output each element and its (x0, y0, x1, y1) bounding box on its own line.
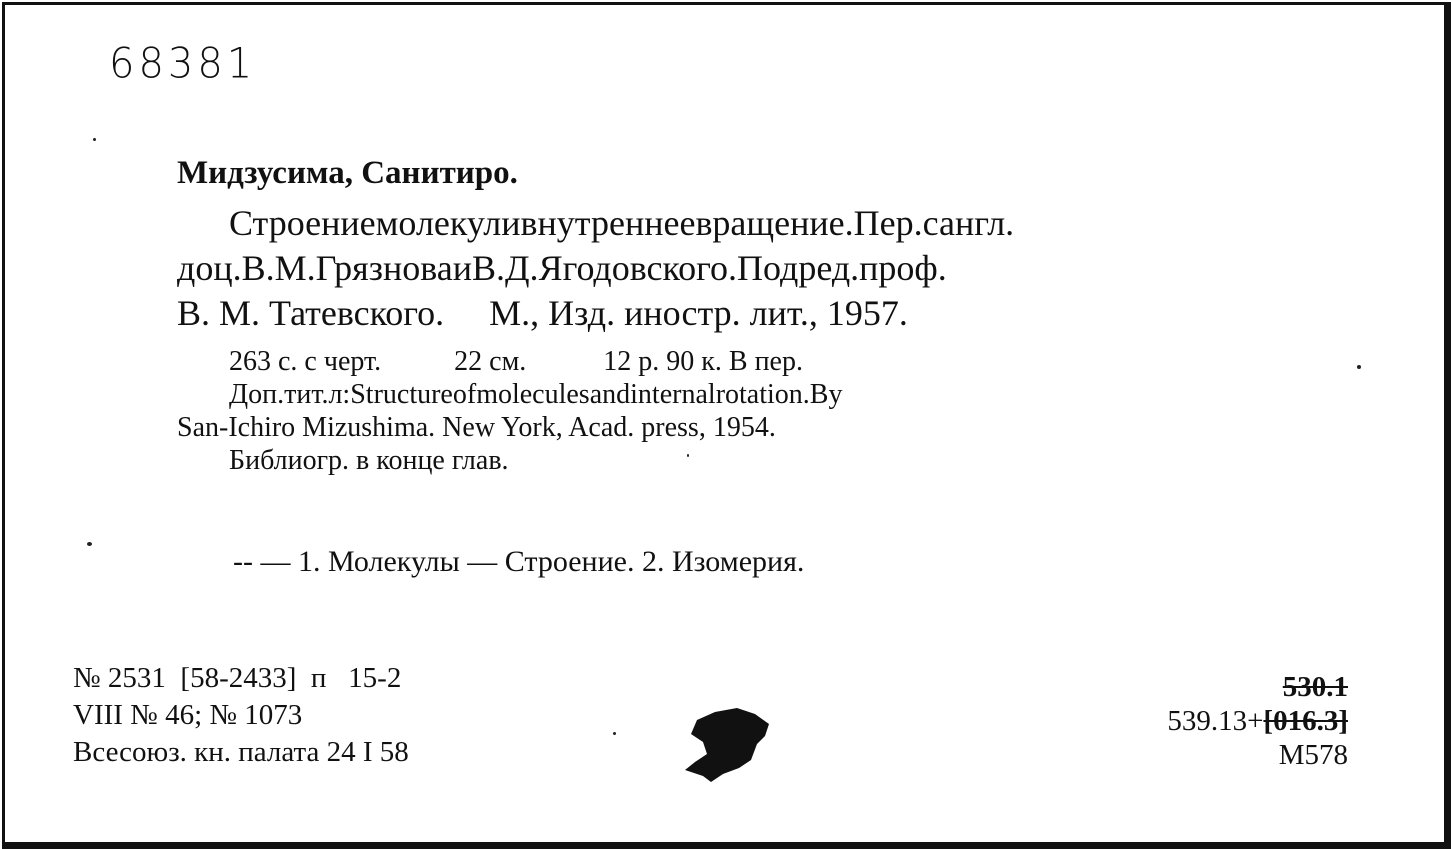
ink-speck (87, 542, 92, 546)
class-code-main: 539.13+ (1167, 705, 1264, 737)
word: и (452, 248, 472, 288)
registry-block (73, 660, 409, 771)
title-line-2 (177, 246, 1355, 291)
dimensions: 22 см. (454, 346, 527, 377)
word: проф. (859, 248, 947, 288)
struck-class-code: 530.1 (1282, 671, 1348, 703)
word: Пер. (853, 203, 923, 243)
word: Грязнова (315, 248, 453, 288)
ink-speck (1357, 365, 1361, 369)
word: and (589, 379, 631, 410)
price: 12 р. 90 к. В пер. (603, 346, 803, 377)
word: вращение. (695, 203, 854, 243)
classification-block (1105, 670, 1348, 772)
class-code-struck: [016.3] (1263, 705, 1348, 737)
catalog-card (2, 2, 1451, 849)
title-line-3: В. М. Татевского. М., Изд. иностр. лит., 1957. (177, 293, 908, 333)
word: By (809, 379, 843, 410)
word: Под (737, 248, 799, 288)
word: Structure (350, 379, 453, 410)
description-block (177, 345, 1353, 477)
word: доц. (177, 248, 242, 288)
note-line-2: San-Ichiro Mizushima. New York, Acad. press, 1954. (177, 412, 776, 443)
title-statement (177, 201, 1355, 336)
subject-headings: -- — 1. Молекулы — Строение. 2. Изомерия. (233, 545, 805, 578)
cutter-number: М578 (1278, 739, 1348, 771)
bibliography-note: Библиогр. в конце глав. (229, 445, 509, 476)
word: тит. (284, 379, 329, 410)
word: rotation. (715, 379, 810, 410)
word: внутреннее (520, 203, 696, 243)
word: молекул (375, 203, 502, 243)
author-heading: Мидзусима, Санитиро. (177, 155, 518, 191)
word: В. (241, 248, 275, 288)
ink-speck (93, 138, 96, 141)
word: Ягодовского. (538, 248, 738, 288)
physical-description (177, 345, 1353, 378)
word: и (501, 203, 521, 243)
class-code-line (1105, 704, 1348, 738)
word: Строение (229, 203, 376, 243)
handwritten-accession-number: 68381 (109, 39, 257, 89)
word: molecules (476, 379, 590, 410)
word: Д. (505, 248, 539, 288)
ink-speck (687, 454, 689, 457)
ink-speck (613, 732, 616, 735)
word: с (922, 203, 940, 243)
word: ред. (798, 248, 860, 288)
word: М. (274, 248, 316, 288)
word: англ. (939, 203, 1015, 243)
title-line-1 (177, 201, 1355, 246)
registry-line-1: № 2531 [58-2433] п 15-2 (73, 662, 402, 694)
word: of (452, 379, 477, 410)
registry-line-2: VIII № 46; № 1073 (73, 699, 303, 731)
note-line-1 (177, 378, 1353, 411)
word: internal (630, 379, 716, 410)
word: Доп. (229, 379, 285, 410)
word: В. (471, 248, 505, 288)
ink-blot (677, 702, 779, 786)
pages-extent: 263 с. с черт. (229, 346, 382, 377)
registry-line-3: Всесоюз. кн. палата 24 I 58 (73, 736, 409, 768)
word: л: (328, 379, 351, 410)
